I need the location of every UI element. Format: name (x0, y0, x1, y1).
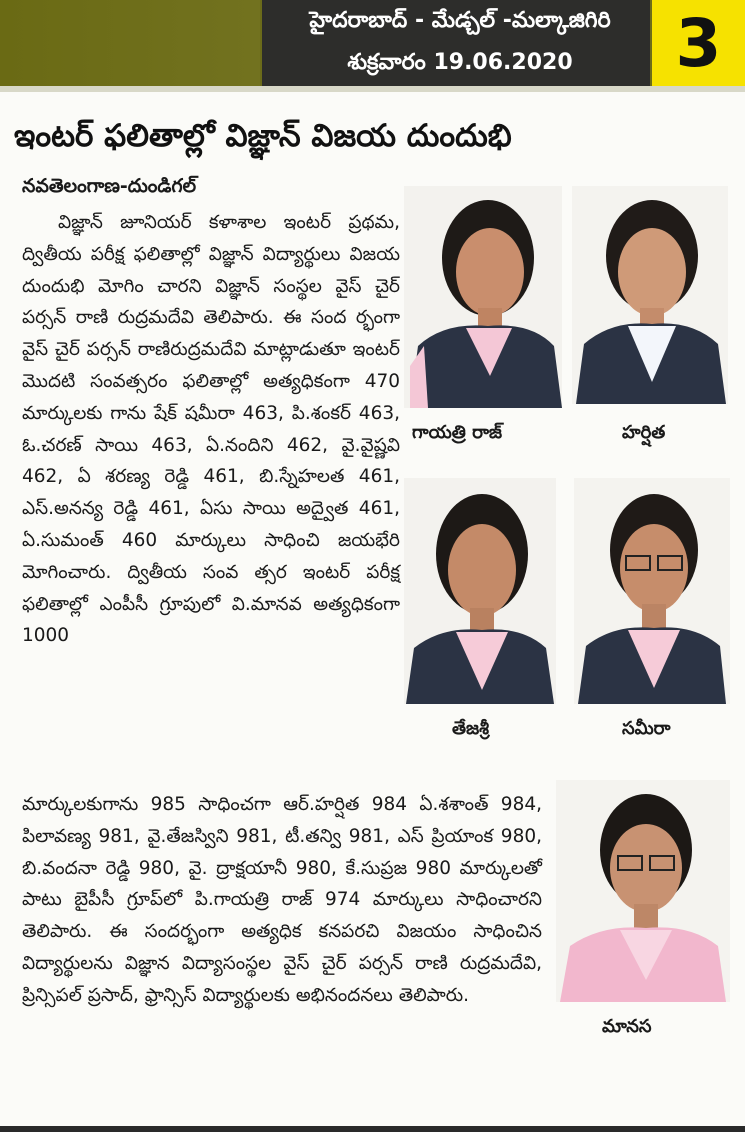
photo-caption: మానస (602, 1016, 652, 1037)
photo-caption: తేజశ్రీ (452, 718, 490, 739)
student-photo-gayatri (404, 186, 562, 408)
student-photo-manasa (556, 780, 730, 1002)
bottom-border (0, 1126, 745, 1132)
student-photo-tejasri (404, 478, 556, 704)
header-divider (0, 86, 745, 92)
article-body-wide: మార్కులకుగాను 985 సాధించగా ఆర్.హర్షిత 984 ఏ.శశాంత్ 984, పిలావణ్య 981, వై.తేజస్విని 981, టీ.తన్వి 981, ఎస్ ప్రియాంక 980, బి.వందనా రెడ్డి 980, వై. ద్రాక్షయానీ 980, కే.సుప్రజ 980 మార్కులతో పాటు బైపీసీ గ్రూప్‌లో పి.గాయత్రి రాజ్ 974 మార్కులు సాధించారని తెలిపారు. ఈ సందర్భంగా అత్యధిక కనపరచి విజయం సాధించిన విద్యార్థులను విజ్ఞాన విద్యాసంస్థల వైస్ చైర్ పర్సన్ రాణి రుద్రమదేవి, ప్రిన్సిపల్ ప్రసాద్, ఫ్రాన్సిస్ విద్యార్థులకు అభినందనలు తెలిపారు. (22, 794, 542, 1006)
photo-caption: గాయత్రి రాజ్ (412, 422, 503, 443)
portrait-illustration (572, 186, 728, 404)
portrait-illustration (404, 478, 556, 704)
page-number-box (652, 0, 745, 86)
article-headline: ఇంటర్ ఫలితాల్లో విజ్ఞాన్ విజయ దుందుభి (14, 118, 512, 154)
portrait-illustration (574, 478, 730, 704)
article-body-column: విజ్ఞాన్ జూనియర్ కళాశాల ఇంటర్ ప్రథమ, ద్వితీయ పరీక్ష ఫలితాల్లో విజ్ఞాన్ విద్యార్థులు విజయ దుందుభి మోగిం చారని విజ్ఞాన్ సంస్థల వైస్ చైర్ పర్సన్ రాణి రుద్రమదేవి తెలిపారు. ఈ సంద ర్భంగా వైస్ చైర్ పర్సన్ రాణిరుద్రమదేవి మాట్లాడుతూ ఇంటర్ మొదటి సంవత్సరం ఫలితాల్లో అత్యధికంగా 470 మార్కులకు గాను షేక్ షమీరా 463, పి.శంకర్ 463, ఓ.చరణ్ సాయి 463, ఏ.నందిని 462, వై.వైష్ణవి 462, ఏ శరణ్య రెడ్డి 461, బి.స్నేహలత 461, ఎస్.అనన్య రెడ్డి 461, ఏసు సాయి అద్వైత 461, ఏ.సుమంత్ 460 మార్కులు సాధించి జయభేరి మోగించారు. ద్వితీయ సంవ త్సర ఇంటర్ పరీక్ష ఫలితాల్లో ఎంపీసీ గ్రూపులో వి.మానవ అత్యధికంగా 1000 (22, 212, 400, 647)
page-number: 3 (675, 4, 722, 82)
portrait-illustration (404, 186, 562, 408)
photo-caption: సమీరా (622, 718, 671, 739)
header-olive-band (0, 0, 260, 86)
portrait-illustration (556, 780, 730, 1002)
newspaper-header (0, 0, 745, 86)
edition-date: శుక్రవారం 19.06.2020 (347, 50, 573, 75)
student-photo-harshita (572, 186, 728, 404)
article-dateline: నవతెలంగాణ-దుండిగల్ (22, 175, 197, 197)
photo-caption: హర్షిత (622, 422, 666, 443)
student-photo-sameera (574, 478, 730, 704)
edition-name: హైదరాబాద్ - మేడ్చల్ -మల్కాజిగిరి (309, 8, 611, 33)
